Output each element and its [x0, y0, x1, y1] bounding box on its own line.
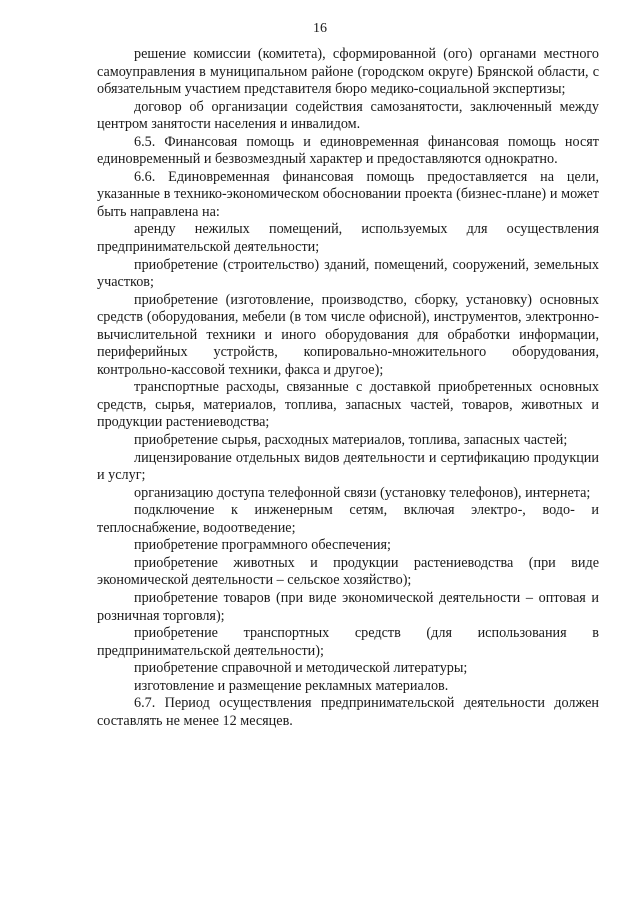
list-item-licensing: лицензирование отдельных видов деятельности и сертификацию продукции и услуг; [97, 449, 599, 484]
document-body [97, 46, 599, 730]
list-item-literature: приобретение справочной и методической литературы; [134, 660, 468, 677]
list-item-premises-rent: аренду нежилых помещений, используемых для осуществления предпринимательской деятельности; [97, 221, 599, 256]
list-item-telephone-internet: организацию доступа телефонной связи (установку телефонов), интернета; [134, 484, 591, 501]
list-item-utility-connection: подключение к инженерным сетям, включая электро-, водо- и теплоснабжение, водоотведение; [97, 502, 599, 536]
list-item-goods: приобретение товаров (при виде экономической деятельности – оптовая и розничная торговля); [97, 589, 599, 624]
list-item-vehicles: приобретение транспортных средств (для использования в предпринимательской деятельности); [97, 625, 599, 659]
paragraph-self-employment-agreement: договор об организации содействия самозанятости, заключенный между центром занятости населения и инвалидом. [97, 98, 599, 133]
page-number: 16 [313, 21, 327, 36]
list-item-buildings-acquisition: приобретение (строительство) зданий, помещений, сооружений, земельных участков; [97, 256, 599, 291]
list-item-fixed-assets: приобретение (изготовление, производство, сборку, установку) основных средств (оборудования, мебели (в том числе офисной), инструментов, электронно-вычислительной техники и иного оборудования для обработки информации, периферийных устройств, копировально-множительного оборудования, контрольно-кассовой техники, факса и другое); [97, 291, 599, 378]
paragraph-section-6-7: 6.7. Период осуществления предпринимательской деятельности должен составлять не менее 12 месяцев. [97, 695, 599, 729]
list-item-advertising: изготовление и размещение рекламных материалов. [134, 677, 449, 694]
paragraph-section-6-5: 6.5. Финансовая помощь и единовременная финансовая помощь носят единовременный и безвозмездный характер и предоставляются однократно. [97, 133, 599, 168]
paragraph-commission-decision: решение комиссии (комитета), сформированной (ого) органами местного самоуправления в муниципальном районе (городском округе) Брянской области, с обязательным участием представителя бюро медико-социальной экспертизы; [97, 46, 599, 98]
list-item-software: приобретение программного обеспечения; [134, 537, 391, 554]
list-item-raw-materials: приобретение сырья, расходных материалов, топлива, запасных частей; [134, 432, 568, 449]
paragraph-section-6-6: 6.6. Единовременная финансовая помощь предоставляется на цели, указанные в технико-экономическом обосновании проекта (бизнес-плане) и может быть направлена на: [97, 168, 599, 220]
list-item-animals-crops: приобретение животных и продукции растениеводства (при виде экономической деятельности – сельское хозяйство); [97, 554, 599, 589]
list-item-transport-costs: транспортные расходы, связанные с доставкой приобретенных основных средств, сырья, материалов, топлива, запасных частей, товаров, животных и продукции растениеводства; [97, 379, 599, 431]
